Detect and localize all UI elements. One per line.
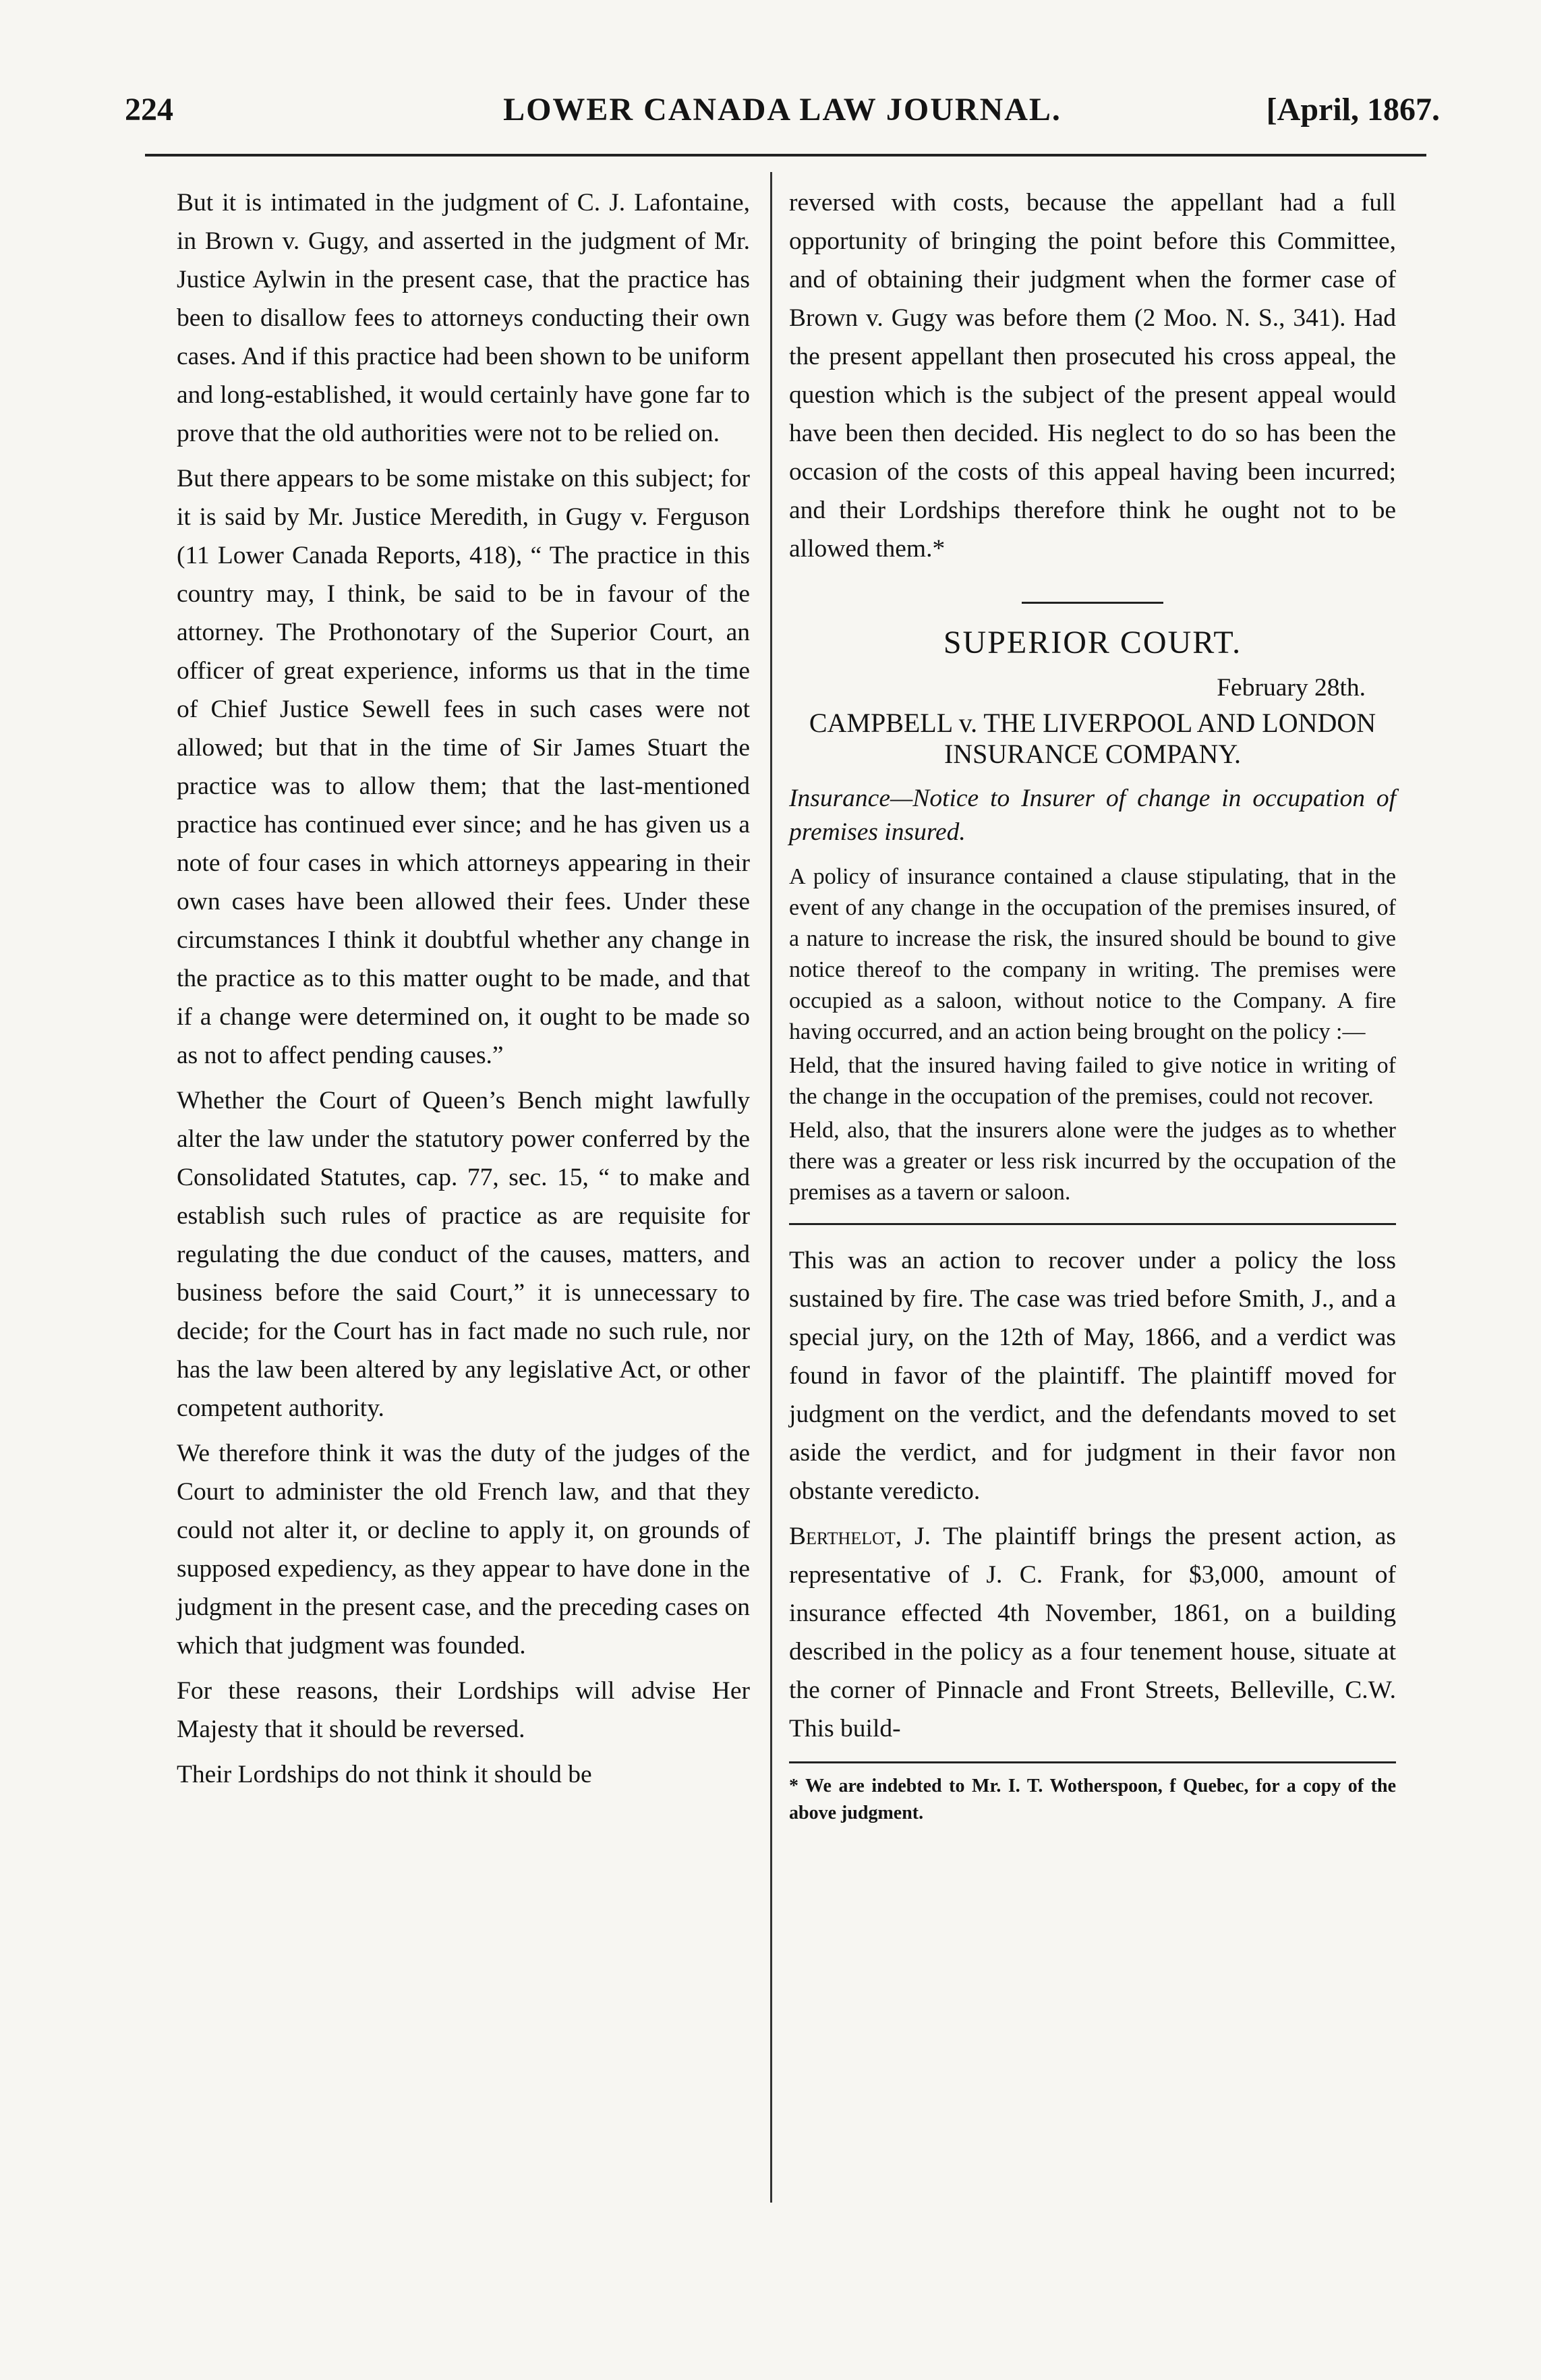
body-paragraph: This was an action to recover under a policy the loss sustained by fire. The case was tried before Smith, J., and a special jury, on the 12th of May, 1866, and a verdict was found in favor of the plaintiff. The plaintiff moved for judgment on the verdict, and the defendants moved to set aside the verdict, and for judgment in their favor non obstante veredicto.	[789, 1247, 1396, 1505]
headnote-rule	[789, 1223, 1396, 1225]
left-column	[177, 183, 750, 1801]
footnote: * We are indebted to Mr. I. T. Wotherspoon, f Quebec, for a copy of the above judgment.	[789, 1776, 1396, 1823]
continuation-paragraph: reversed with costs, because the appellant had a full opportunity of bringing the point before this Committee, and of obtaining their judgment when the former case of Brown v. Gugy was before them (2 Moo. N. S., 341). Had the present appellant then prosecuted his cross appeal, the question which is the subject of the present appeal would have been then decided. His neglect to do so has been the occasion of the costs of this appeal having been incurred; and their Lordships therefore think he ought not to be allowed them.*	[789, 189, 1396, 563]
running-header	[125, 91, 1440, 138]
judge-name: Berthelot	[789, 1523, 896, 1550]
right-column	[789, 183, 1396, 1827]
judge-text: , J. The plaintiff brings the present action, as representative of J. C. Frank, for $3,000, amount of insurance effected 4th November, 1861, on a building described in the policy as a four tenement house, situate at the corner of Pinnacle and Front Streets, Belleville, C.W. This build-	[789, 1523, 1396, 1743]
headnote-title: Insurance—Notice to Insurer of change in occupation of premises insured.	[789, 785, 1396, 846]
headnote: A policy of insurance contained a clause stipulating, that in the event of any change in the occupation of the premises insured, of a nature to increase the risk, the insured should be bound to give notice thereof to the company in writing. The premises were occupied as a saloon, without notice to the Company. A fire having occurred, and an action being brought on the policy :—	[789, 864, 1396, 1044]
footnote-rule	[789, 1761, 1396, 1763]
paragraph: Their Lordships do not think it should be	[177, 1761, 592, 1788]
header-rule	[145, 154, 1426, 157]
case-date: February 28th.	[1217, 674, 1366, 702]
issue-date: [April, 1867.	[1266, 92, 1440, 128]
headnote: Held, that the insured having failed to give notice in writing of the change in the occupation of the premises, could not recover.	[789, 1053, 1396, 1109]
paragraph: But it is intimated in the judgment of C. J. Lafontaine, in Brown v. Gugy, and asserted in the judgment of Mr. Justice Aylwin in the present case, that the practice has been to disallow fees to attorneys conducting their own cases. And if this practice had been shown to be uniform and long-established, it would certainly have gone far to prove that the old authorities were not to be relied on.	[177, 189, 750, 447]
paragraph: But there appears to be some mistake on this subject; for it is said by Mr. Justice Meredith, in Gugy v. Ferguson (11 Lower Canada Reports, 418), “ The practice in this country may, I think, be said to be in favour of the attorney. The Prothonotary of the Superior Court, an officer of great experience, informs us that in the time of Chief Justice Sewell fees in such cases were not allowed; but that in the time of Sir James Stuart the practice was to allow them; that the last-mentioned practice has continued ever since; and he has given us a note of four cases in which attorneys appearing in their own cases have been allowed their fees. Under these circumstances I think it doubtful whether any change in the practice as to this matter ought to be made, and that if a change were determined on, it ought to be made so as not to affect pending causes.”	[177, 465, 750, 1069]
section-rule	[1022, 602, 1163, 604]
section-title: SUPERIOR COURT.	[943, 625, 1242, 660]
judge-paragraph	[789, 1517, 1396, 1748]
column-divider	[770, 172, 772, 2203]
headnote: Held, also, that the insurers alone were the judges as to whether there was a greater or less risk incurred by the occupation of the premises as a tavern or saloon.	[789, 1118, 1396, 1205]
paragraph: We therefore think it was the duty of the judges of the Court to administer the old French law, and that they could not alter it, or decline to apply it, on grounds of supposed expediency, as they appear to have done in the judgment in the present case, and the preceding cases on which that judgment was founded.	[177, 1440, 750, 1660]
journal-title: LOWER CANADA LAW JOURNAL.	[503, 92, 1062, 128]
page-number: 224	[125, 92, 173, 128]
case-title: CAMPBELL v. THE LIVERPOOL AND LONDON INSURANCE COMPANY.	[809, 708, 1376, 769]
paragraph: For these reasons, their Lordships will advise Her Majesty that it should be reversed.	[177, 1677, 750, 1743]
paragraph: Whether the Court of Queen’s Bench might lawfully alter the law under the statutory power conferred by the Consolidated Statutes, cap. 77, sec. 15, “ to make and establish such rules of practice as are requisite for regulating the due conduct of the causes, matters, and business before the said Court,” it is unnecessary to decide; for the Court has in fact made no such rule, nor has the law been altered by any legislative Act, or other competent authority.	[177, 1087, 750, 1422]
